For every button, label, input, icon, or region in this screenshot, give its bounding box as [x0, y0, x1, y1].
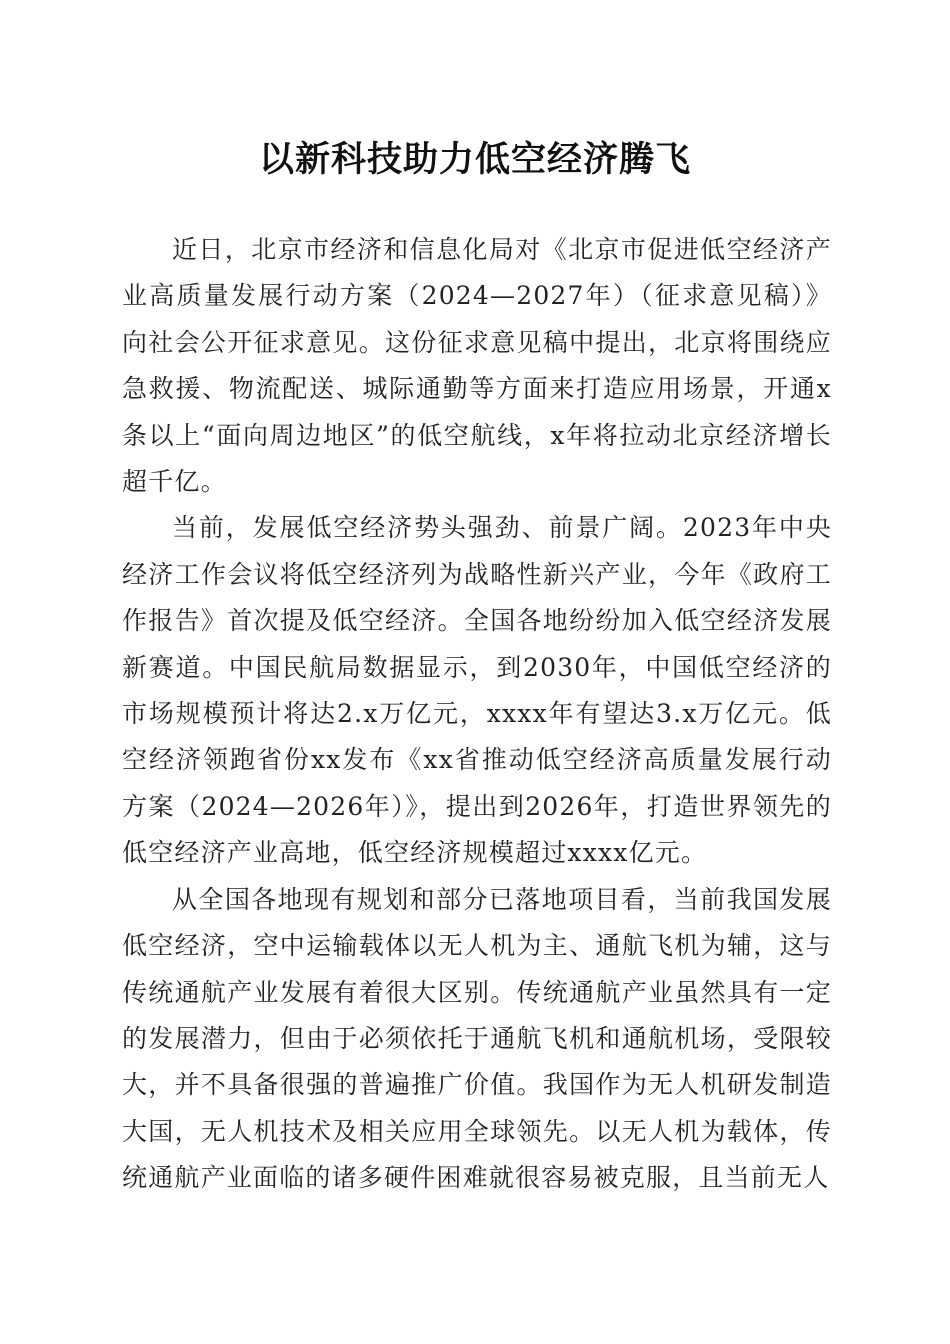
document-body	[122, 227, 832, 1202]
paragraph-3: 从全国各地现有规划和部分已落地项目看，当前我国发展低空经济，空中运输载体以无人机为主、通航飞机为辅，这与传统通航产业发展有着很大区别。传统通航产业虽然具有一定的发展潜力，但由于必须依托于通航飞机和通航机场，受限较大，并不具备很强的普遍推广价值。我国作为无人机研发制造大国，无人机技术及相关应用全球领先。以无人机为载体，传统通航产业面临的诸多硬件困难就很容易被克服，且当前无人	[122, 884, 832, 1193]
document-title: 以新科技助力低空经济腾飞	[258, 139, 691, 180]
paragraph-2: 当前，发展低空经济势头强劲、前景广阔。2023年中央经济工作会议将低空经济列为战略性新兴产业，今年《政府工作报告》首次提及低空经济。全国各地纷纷加入低空经济发展新赛道。中国民航局数据显示，到2030年，中国低空经济的市场规模预计将达2.x万亿元，xxxx年有望达3.x万亿元。低空经济领跑省份xx发布《xx省推动低空经济高质量发展行动方案（2024—2026年）》，提出到2026年，打造世界领先的低空经济产业高地，低空经济规模超过xxxx亿元。	[122, 513, 832, 868]
paragraph-1: 近日，北京市经济和信息化局对《北京市促进低空经济产业高质量发展行动方案（2024—2027年）（征求意见稿）》向社会公开征求意见。这份征求意见稿中提出，北京将围绕应急救援、物流配送、城际通勤等方面来打造应用场景，开通x条以上“面向周边地区”的低空航线，x年将拉动北京经济增长超千亿。	[122, 235, 832, 497]
